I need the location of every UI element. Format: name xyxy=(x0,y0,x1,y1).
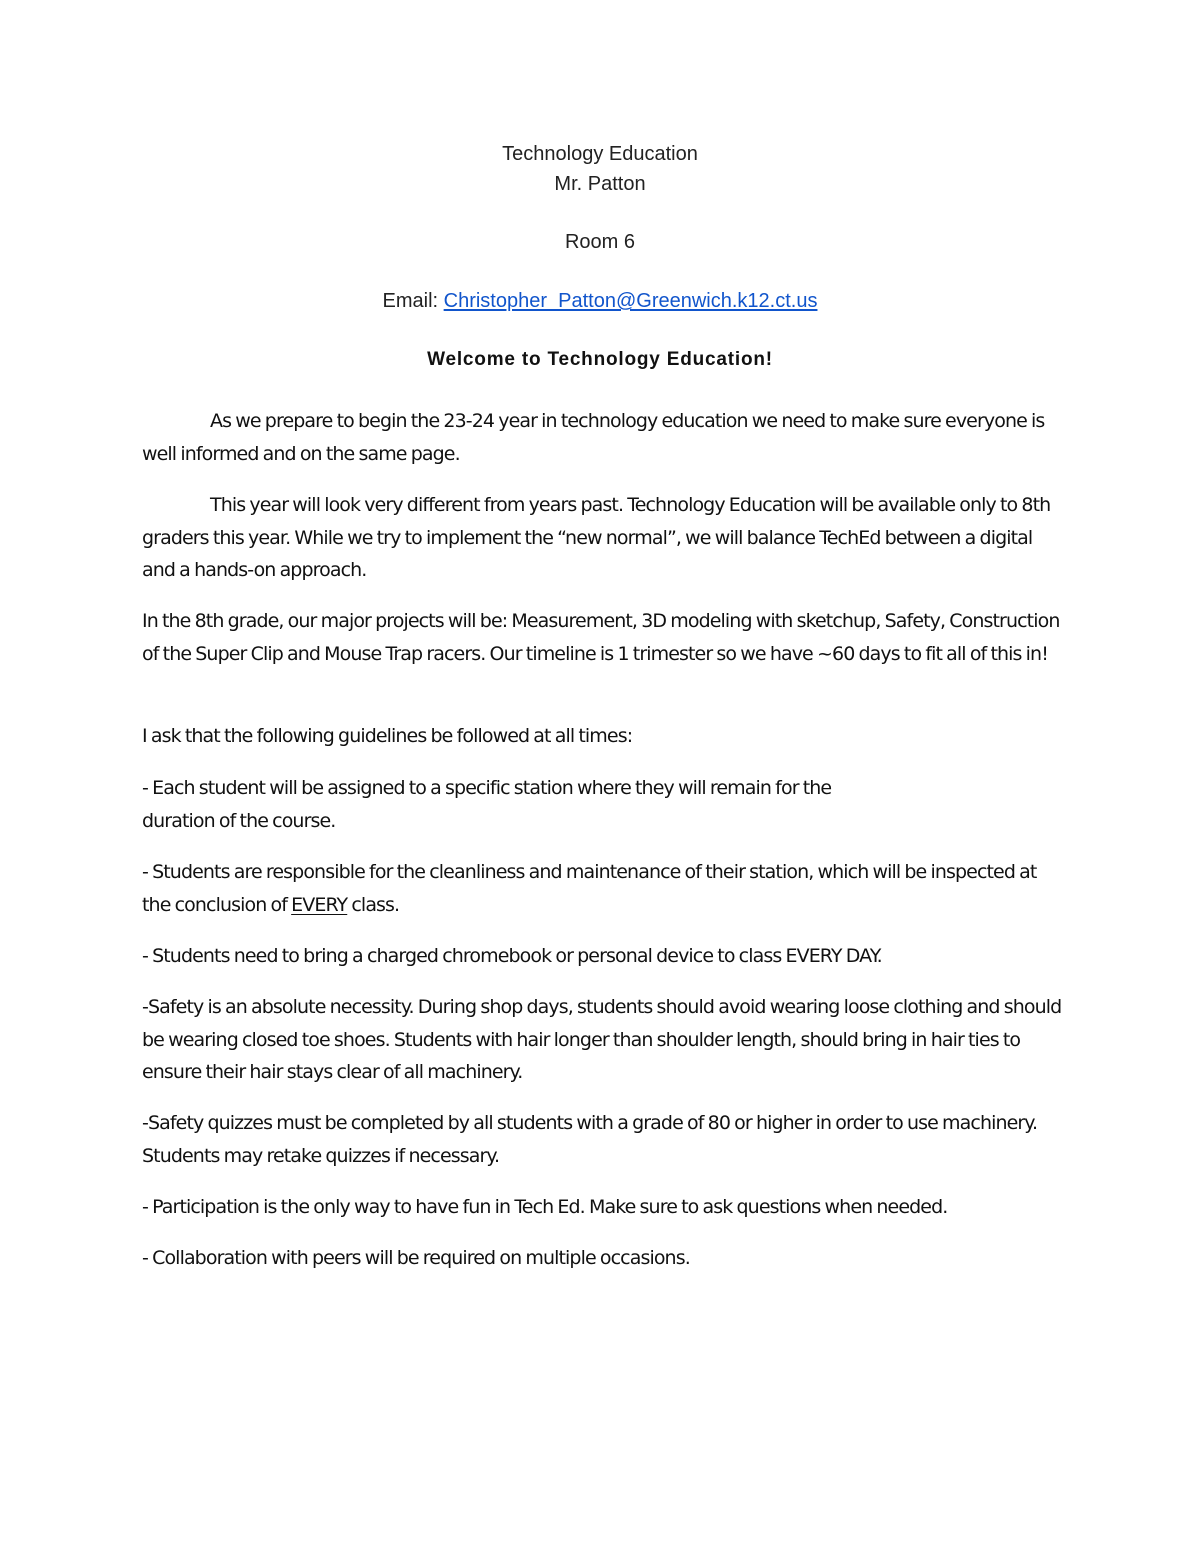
guideline-cleanliness xyxy=(142,856,1062,921)
room-number: Room 6 xyxy=(564,231,636,253)
email-link[interactable]: Christopher_Patton@Greenwich.k12.ct.us xyxy=(443,290,818,312)
guideline-participation-text: - Participation is the only way to have fun in Tech Ed. Make sure to ask questions when needed. xyxy=(142,1196,948,1218)
guideline-station xyxy=(142,772,1062,837)
projects-paragraph xyxy=(142,605,1062,670)
guideline-chromebook xyxy=(142,940,1062,973)
email-label: Email: xyxy=(382,290,444,312)
cleanliness-before: - Students are responsible for the cleanliness and maintenance of their station, which will be inspected at the conclusion of xyxy=(142,861,1037,916)
projects-text: In the 8th grade, our major projects will be: Measurement, 3D modeling with sketchup, Safety, Construction of the Super Clip and Mouse Trap racers. Our timeline is 1 trimester so we have ~60 days to fit all of this in! xyxy=(142,610,1060,665)
intro-text: As we prepare to begin the 23-24 year in technology education we need to make sure everyone is well informed and on the same page. xyxy=(142,410,1045,465)
guideline-quizzes xyxy=(142,1107,1062,1172)
guidelines-intro-text: I ask that the following guidelines be followed at all times: xyxy=(142,725,633,747)
guideline-chromebook-text: - Students need to bring a charged chromebook or personal device to class EVERY DAY. xyxy=(142,945,882,967)
cleanliness-emphasis: EVERY xyxy=(291,893,348,916)
guideline-collaboration xyxy=(142,1242,1062,1275)
year-different-paragraph xyxy=(142,489,1062,587)
guidelines-intro-paragraph xyxy=(142,720,1062,753)
cleanliness-after: class. xyxy=(347,893,400,916)
teacher-name: Mr. Patton xyxy=(554,173,646,195)
welcome-heading: Welcome to Technology Education! xyxy=(427,349,773,370)
email-line xyxy=(0,290,1200,313)
course-title: Technology Education xyxy=(502,143,698,165)
guideline-cleanliness-text xyxy=(142,856,1062,921)
guideline-safety-text: -Safety is an absolute necessity. During shop days, students should avoid wearing loose clothing and should be wearing closed toe shoes. Students with hair longer than shoulder length, should bring in hair ties to ensure their hair stays clear of all machinery. xyxy=(142,996,1062,1083)
guideline-collaboration-text: - Collaboration with peers will be required on multiple occasions. xyxy=(142,1247,690,1269)
year-different-text: This year will look very different from years past. Technology Education will be available only to 8th graders this year. While we try to implement the “new normal”, we will balance TechEd between a digital and a hands-on approach. xyxy=(142,494,1051,581)
guideline-safety xyxy=(142,991,1062,1089)
guideline-quizzes-text: -Safety quizzes must be completed by all students with a grade of 80 or higher in order to use machinery. Students may retake quizzes if necessary. xyxy=(142,1112,1038,1167)
guideline-participation xyxy=(142,1191,1062,1224)
guideline-station-line1: - Each student will be assigned to a specific station where they will remain for the xyxy=(142,777,832,799)
guideline-station-line2: duration of the course. xyxy=(142,809,336,832)
intro-paragraph xyxy=(142,405,1062,470)
